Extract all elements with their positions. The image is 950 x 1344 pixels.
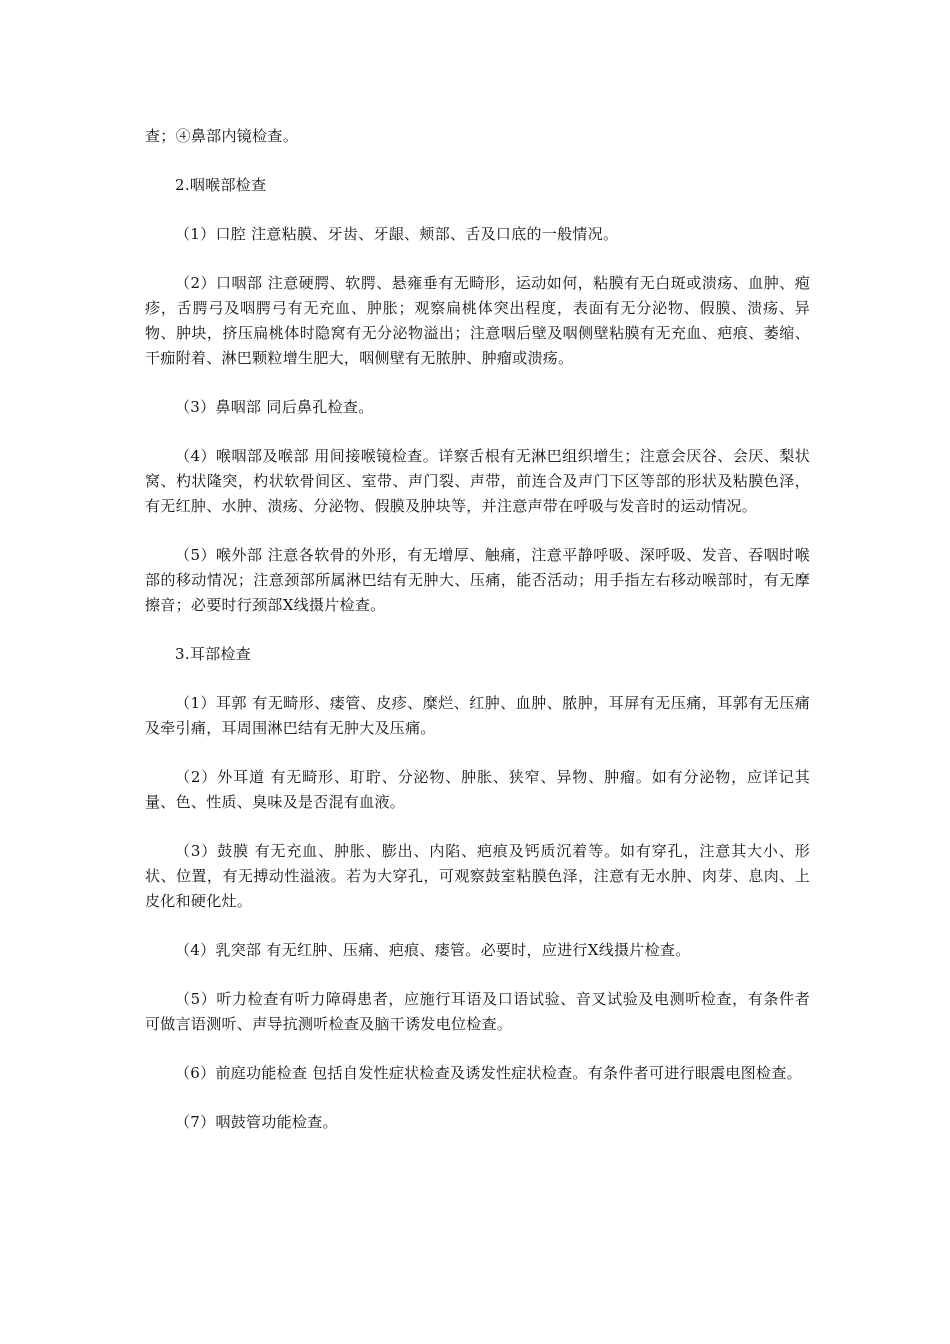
- paragraph-eustachian-tube-test: （7）咽鼓管功能检查。: [175, 1113, 338, 1131]
- paragraph-auricle: （1）耳郭 有无畸形、瘘管、皮疹、糜烂、红肿、血肿、脓肿，耳屏有无压痛，耳郭有无压痛及牵引痛，耳周围淋巴结有无肿大及压痛。: [145, 694, 810, 737]
- paragraph-nasal-endoscopy-end: 查；④鼻部内镜检查。: [145, 127, 299, 145]
- paragraph-external-auditory-canal: （2）外耳道 有无畸形、耵聍、分泌物、肿胀、狭窄、异物、肿瘤。如有分泌物，应详记其量、色、性质、臭味及是否混有血液。: [145, 768, 810, 811]
- paragraph-oral-cavity: （1）口腔 注意粘膜、牙齿、牙龈、颊部、舌及口底的一般情况。: [175, 225, 619, 243]
- paragraph-nasopharynx: （3）鼻咽部 同后鼻孔检查。: [175, 398, 374, 416]
- paragraph-hypopharynx-larynx: （4）喉咽部及喉部 用间接喉镜检查。详察舌根有无淋巴组织增生；注意会厌谷、会厌、梨状窝、杓状隆突，杓状软骨间区、室带、声门裂、声带，前连合及声门下区等部的形状及粘膜色泽，有无红肿、水肿、溃疡、分泌物、假膜及肿块等，并注意声带在呼吸与发音时的运动情况。: [145, 447, 810, 515]
- section-heading-ear: 3.耳部检查: [175, 645, 252, 663]
- paragraph-hearing-test: （5）听力检查有听力障碍患者，应施行耳语及口语试验、音叉试验及电测听检查，有条件者可做言语测听、声导抗测听检查及脑干诱发电位检查。: [145, 990, 810, 1033]
- paragraph-vestibular-test: （6）前庭功能检查 包括自发性症状检查及诱发性症状检查。有条件者可进行眼震电图检查。: [175, 1064, 802, 1082]
- paragraph-mastoid: （4）乳突部 有无红肿、压痛、疤痕、瘘管。必要时，应进行X线摄片检查。: [175, 941, 691, 959]
- paragraph-oropharynx: （2）口咽部 注意硬腭、软腭、悬雍垂有无畸形，运动如何，粘膜有无白斑或溃疡、血肿、疱疹，舌腭弓及咽腭弓有无充血、肿胀；观察扁桃体突出程度，表面有无分泌物、假膜、溃疡、异物、肿块，挤压扁桃体时隐窝有无分泌物溢出；注意咽后壁及咽侧壁粘膜有无充血、疤痕、萎缩、干痂附着、淋巴颗粒增生肥大，咽侧壁有无脓肿、肿瘤或溃疡。: [145, 274, 810, 367]
- paragraph-external-larynx: （5）喉外部 注意各软骨的外形，有无增厚、触痛，注意平静呼吸、深呼吸、发音、吞咽时喉部的移动情况；注意颈部所属淋巴结有无肿大、压痛，能否活动；用手指左右移动喉部时，有无摩擦音；必要时行颈部X线摄片检查。: [145, 546, 810, 614]
- section-heading-pharynx-larynx: 2.咽喉部检查: [175, 176, 267, 194]
- paragraph-tympanic-membrane: （3）鼓膜 有无充血、肿胀、膨出、内陷、疤痕及钙质沉着等。如有穿孔，注意其大小、形状、位置，有无搏动性溢液。若为大穿孔，可观察鼓室粘膜色泽，注意有无水肿、肉芽、息肉、上皮化和硬化灶。: [145, 842, 810, 910]
- document-body: [145, 124, 810, 1159]
